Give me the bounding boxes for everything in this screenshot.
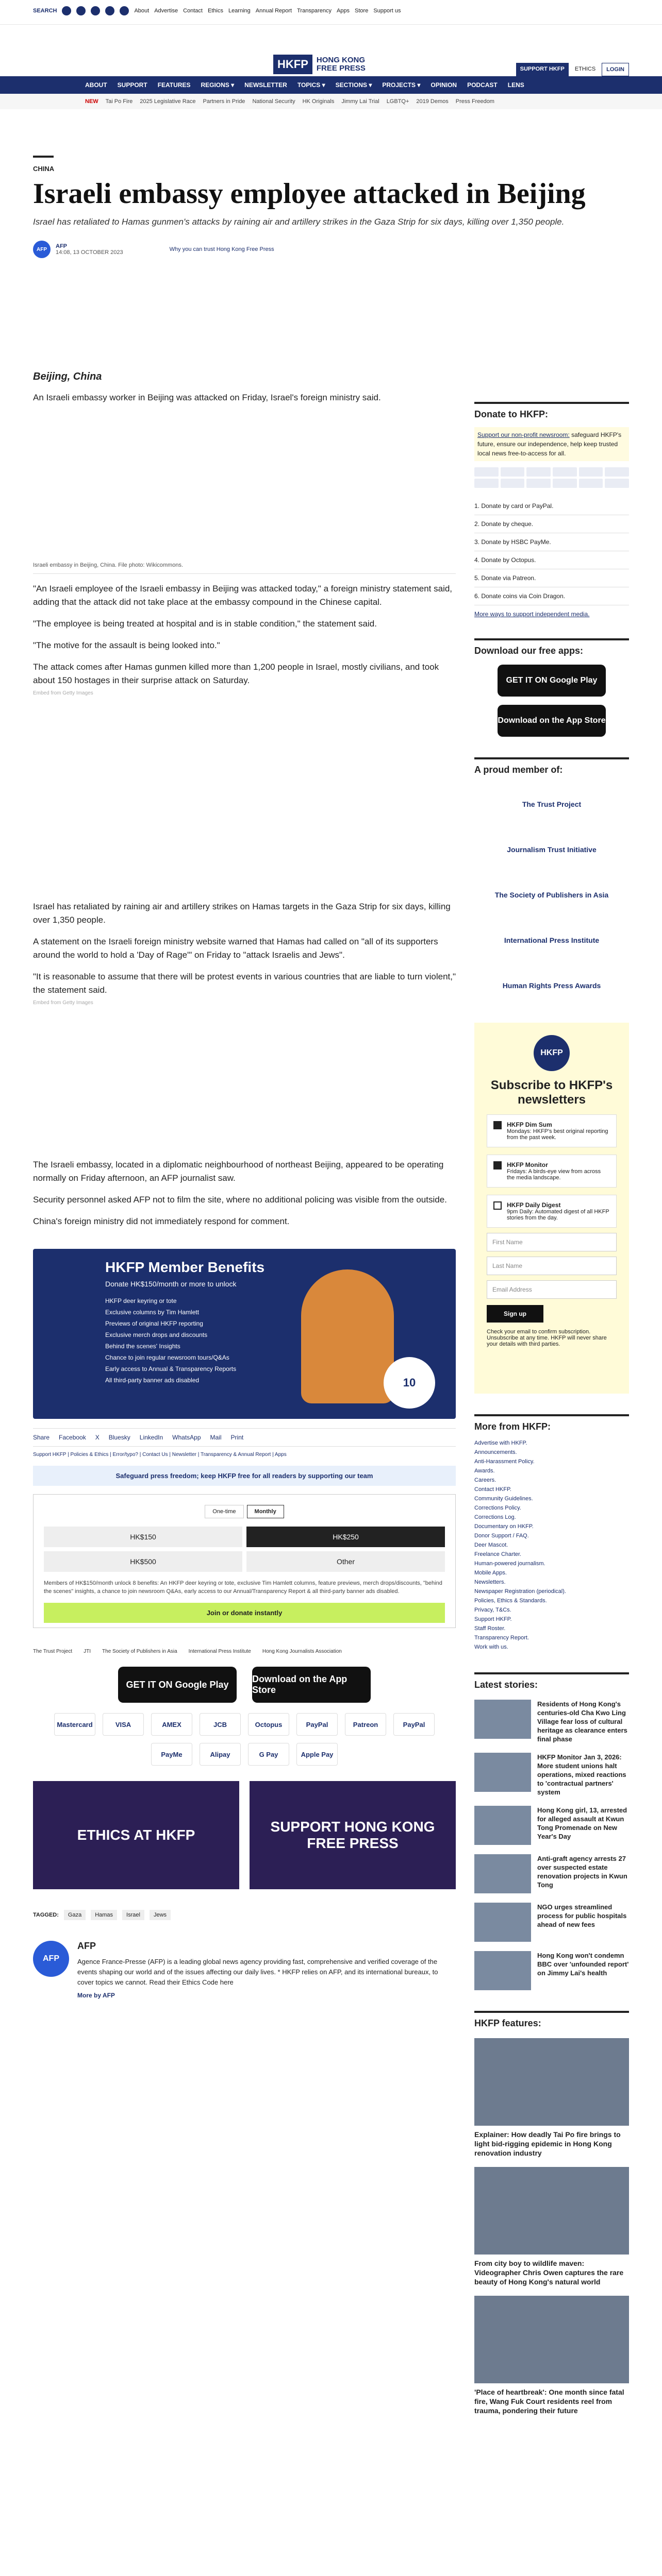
partner-logo[interactable]: JTI bbox=[84, 1649, 91, 1654]
top-link-6[interactable]: Transparency bbox=[297, 8, 332, 14]
latest-story[interactable]: Hong Kong girl, 13, arrested for alleged assault at Kwun Tong Promenade on New Year's Day bbox=[474, 1806, 629, 1845]
benefits-list bbox=[105, 1295, 236, 1386]
features-heading: HKFP features: bbox=[474, 2011, 629, 2029]
story-thumbnail[interactable] bbox=[474, 1903, 531, 1942]
story-thumbnail[interactable] bbox=[474, 1854, 531, 1893]
nav-item[interactable]: REGIONS ▾ bbox=[201, 81, 235, 89]
app-store-button[interactable]: Download on the App Store bbox=[252, 1667, 371, 1703]
login-button[interactable]: LOGIN bbox=[602, 63, 629, 76]
tag-list bbox=[33, 1910, 456, 1920]
checkbox[interactable] bbox=[493, 1201, 502, 1210]
about-link[interactable]: Anti-Harassment Policy. bbox=[474, 1459, 535, 1465]
feature-image[interactable] bbox=[474, 2038, 629, 2126]
anniversary-badge: 10 bbox=[384, 1357, 435, 1409]
ticker-item[interactable]: Partners in Pride bbox=[203, 98, 245, 105]
benefit-item: Exclusive columns by Tim Hamlett bbox=[105, 1309, 200, 1316]
partner-logo[interactable]: Hong Kong Journalists Association bbox=[262, 1649, 342, 1654]
author-name[interactable]: AFP bbox=[56, 243, 67, 249]
tag[interactable]: Hamas bbox=[91, 1910, 117, 1920]
ticker-item[interactable]: Press Freedom bbox=[455, 98, 494, 105]
story-thumbnail[interactable] bbox=[474, 1806, 531, 1845]
about-link[interactable]: Policies, Ethics & Standards. bbox=[474, 1598, 547, 1604]
share-print[interactable]: Print bbox=[230, 1434, 244, 1441]
image-caption: Israeli embassy in Beijing, China. File photo: Wikicommons. bbox=[33, 562, 456, 574]
latest-story[interactable]: Hong Kong won't condemn BBC over 'unfounded report' on Jimmy Lai's health bbox=[474, 1951, 629, 1990]
top-link-1[interactable]: Advertise bbox=[154, 8, 178, 14]
feature-image[interactable] bbox=[474, 2296, 629, 2383]
donate-option[interactable]: 4. Donate by Octopus. bbox=[474, 551, 629, 569]
about-link[interactable]: Contact HKFP. bbox=[474, 1486, 511, 1493]
checkbox[interactable] bbox=[493, 1121, 502, 1129]
paragraph: "The motive for the assault is being looked into." bbox=[33, 640, 220, 650]
donate-options bbox=[474, 497, 629, 605]
ticker-item[interactable]: 2025 Legislative Race bbox=[140, 98, 196, 105]
article-header bbox=[0, 156, 662, 258]
top-link-4[interactable]: Learning bbox=[228, 8, 251, 14]
newsletter-box bbox=[474, 1023, 629, 1394]
story-thumbnail[interactable] bbox=[474, 1951, 531, 1990]
about-link[interactable]: Newspaper Registration (periodical). bbox=[474, 1588, 566, 1595]
donate-option[interactable]: 1. Donate by card or PayPal. bbox=[474, 497, 629, 515]
member-benefits-banner[interactable] bbox=[33, 1249, 456, 1419]
latest-story[interactable]: Residents of Hong Kong's centuries-old Cha Kwo Ling Village fear loss of cultural heritage as clearance enters final phase bbox=[474, 1700, 629, 1743]
app-stores bbox=[33, 1667, 456, 1703]
last-name-field[interactable]: Last Name bbox=[487, 1257, 617, 1275]
nav-item[interactable]: LENS bbox=[507, 81, 524, 89]
x-icon[interactable] bbox=[76, 6, 86, 15]
gpay-icon[interactable]: G Pay bbox=[248, 1743, 289, 1766]
more-ways-link[interactable]: More ways to support independent media. bbox=[474, 611, 590, 618]
benefits-title: HKFP Member Benefits bbox=[105, 1259, 265, 1275]
top-link-2[interactable]: Contact bbox=[183, 8, 203, 14]
donate-heading: Donate to HKFP: bbox=[474, 402, 629, 420]
top-link-8[interactable]: Store bbox=[355, 8, 369, 14]
paragraph: Israel has retaliated by raining air and artillery strikes on Hamas targets in the Gaza Strip for six days, killing over 1,350 people. bbox=[33, 902, 451, 925]
nav-item[interactable]: TOPICS ▾ bbox=[297, 81, 325, 89]
nav-item[interactable]: PROJECTS ▾ bbox=[382, 81, 421, 89]
tag[interactable]: Israel bbox=[122, 1910, 144, 1920]
share-linkedin[interactable]: LinkedIn bbox=[139, 1434, 163, 1441]
about-links bbox=[474, 1438, 629, 1652]
share-label: Share bbox=[33, 1434, 50, 1441]
apps-heading: Download our free apps: bbox=[474, 638, 629, 656]
member-logo[interactable]: The Trust Project bbox=[522, 800, 582, 808]
sidebar bbox=[474, 402, 629, 2415]
about-link[interactable]: Corrections Log. bbox=[474, 1514, 516, 1520]
trust-link[interactable]: Why you can trust Hong Kong Free Press bbox=[169, 246, 274, 252]
member-logo[interactable]: Human Rights Press Awards bbox=[502, 981, 601, 990]
top-link-7[interactable]: Apps bbox=[336, 8, 350, 14]
story-thumbnail[interactable] bbox=[474, 1753, 531, 1792]
paragraph: The attack comes after Hamas gunmen killed more than 1,200 people in Israel, mostly civilians, and took about 150 hostages in their surprise attack on Saturday. bbox=[33, 662, 439, 685]
mastercard-icon[interactable]: Mastercard bbox=[54, 1713, 95, 1736]
benefit-item: Early access to Annual & Transparency Reports bbox=[105, 1365, 237, 1372]
about-link[interactable]: Support HKFP. bbox=[474, 1616, 512, 1622]
latest-heading: Latest stories: bbox=[474, 1672, 629, 1690]
about-link[interactable]: Corrections Policy. bbox=[474, 1505, 521, 1511]
payment-methods bbox=[33, 1713, 456, 1766]
newsletter-option[interactable]: HKFP Dim Sum Mondays: HKFP's best original reporting from the past week. bbox=[487, 1114, 617, 1147]
embed-image bbox=[33, 1006, 456, 1150]
about-link[interactable]: Mobile Apps. bbox=[474, 1570, 507, 1576]
benefit-item: Previews of original HKFP reporting bbox=[105, 1320, 203, 1327]
facebook-icon[interactable] bbox=[62, 6, 71, 15]
amount-option[interactable]: HK$500 bbox=[44, 1551, 242, 1572]
donate-intro: Support our non-profit newsroom: safeguard HKFP's future, ensure our independence, help keep trusted local news free-to-access for all. bbox=[474, 427, 629, 461]
tag[interactable]: Gaza bbox=[64, 1910, 86, 1920]
checkbox[interactable] bbox=[493, 1161, 502, 1170]
nav-item[interactable]: SUPPORT bbox=[117, 81, 147, 89]
embed-image bbox=[33, 696, 456, 892]
newsletter-option[interactable]: HKFP Daily Digest 9pm Daily: Automated digest of all HKFP stories from the day. bbox=[487, 1195, 617, 1228]
feature-image[interactable] bbox=[474, 2167, 629, 2255]
donate-widget bbox=[33, 1494, 456, 1628]
ticker-item[interactable]: HK Originals bbox=[302, 98, 335, 105]
ethics-video[interactable]: ETHICS AT HKFP bbox=[33, 1781, 239, 1889]
top-link-5[interactable]: Annual Report bbox=[255, 8, 292, 14]
top-link-3[interactable]: Ethics bbox=[207, 8, 223, 14]
paragraph: "An Israeli employee of the Israeli embassy in Beijing was attacked today," a foreign ministry statement said, adding that the attack did not take place at the embassy compound in the Chinese capital. bbox=[33, 584, 453, 607]
about-link[interactable]: Transparency Report. bbox=[474, 1635, 529, 1641]
tab-monthly[interactable]: Monthly bbox=[247, 1505, 284, 1518]
donate-option[interactable]: 2. Donate by cheque. bbox=[474, 515, 629, 533]
paragraph: The Israeli embassy, located in a diplomatic neighbourhood of northeast Beijing, appeared to be operating normally on Friday afternoon, an AFP journalist saw. bbox=[33, 1160, 444, 1183]
partner-logo[interactable]: International Press Institute bbox=[188, 1649, 251, 1654]
about-link[interactable]: Documentary on HKFP. bbox=[474, 1523, 534, 1530]
ticker-item[interactable]: Tai Po Fire bbox=[105, 98, 133, 105]
support-video[interactable]: SUPPORT HONG KONG FREE PRESS bbox=[250, 1781, 456, 1889]
latest-story[interactable]: NGO urges streamlined process for public hospitals ahead of new fees bbox=[474, 1903, 629, 1942]
paypal-icon[interactable]: PayPal bbox=[296, 1713, 338, 1736]
amount-option[interactable]: Other bbox=[246, 1551, 445, 1572]
partner-logos bbox=[33, 1649, 456, 1654]
about-link[interactable]: Advertise with HKFP. bbox=[474, 1440, 527, 1446]
newsletter-option[interactable]: HKFP Monitor Fridays: A birds-eye view from across the media landscape. bbox=[487, 1155, 617, 1188]
benefit-item: Exclusive merch drops and discounts bbox=[105, 1331, 208, 1338]
article-image bbox=[33, 404, 456, 554]
nav-item[interactable]: ABOUT bbox=[85, 81, 107, 89]
amount-option[interactable]: HK$150 bbox=[44, 1527, 242, 1547]
more-by-author[interactable]: More by AFP bbox=[77, 1992, 115, 1999]
payme-icon[interactable]: PayMe bbox=[151, 1743, 192, 1766]
donate-option[interactable]: 3. Donate by HSBC PayMe. bbox=[474, 533, 629, 551]
youtube-icon[interactable] bbox=[105, 6, 114, 15]
ethics-link[interactable]: ETHICS bbox=[574, 66, 596, 72]
paragraph: A statement on the Israeli foreign ministry website warned that Hamas had called on "all of its supporters around the world to hold a 'Day of Rage'" on Friday to "attack Israelis and Jews". bbox=[33, 937, 438, 960]
latest-story[interactable]: Anti-graft agency arrests 27 over suspected estate renovation projects in Kwun Tong bbox=[474, 1854, 629, 1893]
share-bar bbox=[33, 1428, 456, 1447]
amex-icon[interactable]: AMEX bbox=[151, 1713, 192, 1736]
main-nav bbox=[0, 76, 662, 94]
about-link[interactable]: Awards. bbox=[474, 1468, 495, 1474]
promo-videos bbox=[33, 1781, 456, 1889]
octopus-icon[interactable]: Octopus bbox=[248, 1713, 289, 1736]
top-bar bbox=[0, 0, 662, 25]
search-button[interactable]: SEARCH bbox=[33, 8, 57, 14]
instagram-icon[interactable] bbox=[91, 6, 100, 15]
article-body bbox=[33, 371, 456, 1999]
tag[interactable]: Jews bbox=[150, 1910, 171, 1920]
paragraph: China's foreign ministry did not immediately respond for comment. bbox=[33, 1216, 290, 1226]
nav-item[interactable]: SECTIONS ▾ bbox=[335, 81, 372, 89]
member-heading: A proud member of: bbox=[474, 757, 629, 775]
patreon-icon[interactable]: Patreon bbox=[345, 1713, 386, 1736]
member-logo[interactable]: The Society of Publishers in Asia bbox=[494, 891, 609, 899]
benefit-item: HKFP deer keyring or tote bbox=[105, 1297, 177, 1304]
benefits-sub: Donate HK$150/month or more to unlock bbox=[105, 1280, 237, 1288]
google-play-button[interactable]: GET IT ON Google Play bbox=[498, 665, 606, 697]
topic-ticker bbox=[0, 94, 662, 109]
donate-option[interactable]: 5. Donate via Patreon. bbox=[474, 569, 629, 587]
about-link[interactable]: Staff Roster. bbox=[474, 1625, 506, 1632]
newsletter-note: Check your email to confirm subscription. Unsubscribe at any time. HKFP will never share your details with third parties. bbox=[487, 1329, 607, 1347]
google-play-button[interactable]: GET IT ON Google Play bbox=[118, 1667, 237, 1703]
paragraph: "It is reasonable to assume that there will be protest events in various countries that are liable to turn violent," the statement said. bbox=[33, 972, 456, 995]
safeguard-banner[interactable]: Safeguard press freedom; keep HKFP free for all readers by supporting our team bbox=[33, 1466, 456, 1486]
benefit-item: Chance to join regular newsroom tours/Q&As bbox=[105, 1354, 229, 1361]
author-box bbox=[33, 1941, 456, 1999]
donate-option[interactable]: 6. Donate coins via Coin Dragon. bbox=[474, 587, 629, 605]
nav-item[interactable]: FEATURES bbox=[157, 81, 191, 89]
feature-story[interactable]: From city boy to wildlife maven: Videographer Chris Owen captures the rare beauty of Hong Kong's natural world bbox=[474, 2167, 629, 2286]
support-button[interactable]: SUPPORT HKFP bbox=[516, 63, 569, 76]
article-standfirst: Israel has retaliated to Hamas gunmen's attacks by raining air and artillery strikes in the Gaza Strip for six days, killing over 1,350 people. bbox=[33, 217, 565, 227]
paragraph: "The employee is being treated at hospital and is in stable condition," the statement said. bbox=[33, 619, 377, 629]
member-logo[interactable]: International Press Institute bbox=[504, 936, 600, 944]
partner-logo[interactable]: The Society of Publishers in Asia bbox=[102, 1649, 177, 1654]
article-kicker[interactable]: CHINA bbox=[33, 156, 54, 173]
hkfp-logo: HKFP bbox=[534, 1035, 570, 1071]
embed-label: Embed from Getty Images bbox=[33, 690, 93, 696]
applepay-icon[interactable]: Apple Pay bbox=[296, 1743, 338, 1766]
about-link[interactable]: Privacy, T&Cs. bbox=[474, 1607, 511, 1613]
feature-story[interactable]: 'Place of heartbreak': One month since fatal fire, Wang Fuk Court residents reel from trauma, pondering their future bbox=[474, 2296, 629, 2415]
ticker-item[interactable]: National Security bbox=[252, 98, 295, 105]
about-link[interactable]: Work with us. bbox=[474, 1644, 508, 1650]
amount-option[interactable]: HK$250 bbox=[246, 1527, 445, 1547]
join-button[interactable]: Join or donate instantly bbox=[44, 1603, 445, 1623]
visa-icon[interactable]: VISA bbox=[103, 1713, 144, 1736]
share-whatsapp[interactable]: WhatsApp bbox=[172, 1434, 201, 1441]
mail-icon[interactable] bbox=[120, 6, 129, 15]
tags-label: TAGGED: bbox=[33, 1912, 59, 1918]
about-link[interactable]: Newsletters. bbox=[474, 1579, 506, 1585]
article-title: Israeli embassy employee attacked in Beijing bbox=[33, 178, 586, 210]
byline bbox=[33, 241, 629, 258]
ticker-item[interactable]: LGBTQ+ bbox=[386, 98, 409, 105]
tab-one-time[interactable]: One-time bbox=[205, 1505, 243, 1518]
about-link[interactable]: Donor Support / FAQ. bbox=[474, 1533, 529, 1539]
jcb-icon[interactable]: JCB bbox=[200, 1713, 241, 1736]
about-link[interactable]: Freelance Charter. bbox=[474, 1551, 522, 1557]
nav-item[interactable]: NEWSLETTER bbox=[244, 81, 287, 89]
publish-date: 14:08, 13 OCTOBER 2023 bbox=[56, 249, 123, 256]
share-bluesky[interactable]: Bluesky bbox=[108, 1434, 130, 1441]
author-bio: Agence France-Presse (AFP) is a leading global news agency providing fast, comprehensive and verified coverage of the events shaping our world and of the issues affecting our daily lives. * HKFP relies on AFP, and its international bureaux, to cover topics we cannot. Read their Ethics Code here bbox=[77, 1958, 438, 1986]
about-link[interactable]: Human-powered journalism. bbox=[474, 1561, 545, 1567]
top-link-0[interactable]: About bbox=[134, 8, 150, 14]
site-logo[interactable]: HKFP HONG KONG FREE PRESS bbox=[273, 55, 366, 74]
member-logo[interactable]: Journalism Trust Initiative bbox=[507, 845, 597, 854]
about-link[interactable]: Careers. bbox=[474, 1477, 496, 1483]
deer-mascot bbox=[301, 1269, 394, 1403]
top-link-9[interactable]: Support us bbox=[373, 8, 401, 14]
nav-item[interactable]: OPINION bbox=[431, 81, 457, 89]
nav-item[interactable]: PODCAST bbox=[467, 81, 498, 89]
ticker-label: NEW bbox=[85, 98, 98, 105]
first-name-field[interactable]: First Name bbox=[487, 1233, 617, 1251]
embed-label: Embed from Getty Images bbox=[33, 1000, 93, 1006]
app-store-button[interactable]: Download on the App Store bbox=[498, 705, 606, 737]
about-heading: More from HKFP: bbox=[474, 1414, 629, 1432]
about-link[interactable]: Deer Mascot. bbox=[474, 1542, 508, 1548]
dateline: Beijing, China bbox=[33, 371, 102, 382]
alipay-icon[interactable]: Alipay bbox=[200, 1743, 241, 1766]
signup-button[interactable]: Sign up bbox=[487, 1305, 543, 1323]
benefit-item: All third-party banner ads disabled bbox=[105, 1377, 200, 1384]
about-link[interactable]: Announcements. bbox=[474, 1449, 517, 1455]
policy-links[interactable]: Support HKFP | Policies & Ethics | Error/typo? | Contact Us | Newsletter | Transparency & Annual Report | Apps bbox=[33, 1452, 287, 1458]
payment-icons bbox=[474, 467, 629, 488]
story-thumbnail[interactable] bbox=[474, 1700, 531, 1739]
latest-story[interactable]: HKFP Monitor Jan 3, 2026: More student unions halt operations, mixed reactions to 'contractual partners' system bbox=[474, 1753, 629, 1797]
masthead bbox=[0, 25, 662, 76]
donate-note: Members of HK$150/month unlock 8 benefits: An HKFP deer keyring or tote, exclusive Tim Hamlett columns, feature previews, merch drops/discounts, "behind the scenes" insights, a chance to join newsroom Q&As, early access to our Annual/Transparency Report & all third-party banner ads disabled. bbox=[44, 1580, 442, 1595]
author-name[interactable]: AFP bbox=[77, 1941, 96, 1951]
partner-logo[interactable]: The Trust Project bbox=[33, 1649, 73, 1654]
share-x[interactable]: X bbox=[95, 1434, 100, 1441]
newsletter-title: Subscribe to HKFP's newsletters bbox=[490, 1078, 613, 1107]
feature-story[interactable]: Explainer: How deadly Tai Po fire brings to light bid-rigging epidemic in Hong Kong renovation industry bbox=[474, 2038, 629, 2158]
ticker-item[interactable]: 2019 Demos bbox=[416, 98, 449, 105]
about-link[interactable]: Community Guidelines. bbox=[474, 1496, 533, 1502]
paragraph: Security personnel asked AFP not to film the site, where no additional policing was visible from the outside. bbox=[33, 1195, 447, 1205]
email-field[interactable]: Email Address bbox=[487, 1280, 617, 1299]
share-facebook[interactable]: Facebook bbox=[59, 1434, 86, 1441]
author-avatar[interactable]: AFP bbox=[33, 1941, 69, 1977]
paypal-icon[interactable]: PayPal bbox=[393, 1713, 435, 1736]
benefit-item: Behind the scenes' Insights bbox=[105, 1343, 180, 1350]
paragraph: An Israeli embassy worker in Beijing was attacked on Friday, Israel's foreign ministry said. bbox=[33, 393, 381, 402]
author-avatar[interactable]: AFP bbox=[33, 241, 51, 258]
ticker-item[interactable]: Jimmy Lai Trial bbox=[341, 98, 379, 105]
share-mail[interactable]: Mail bbox=[210, 1434, 222, 1441]
